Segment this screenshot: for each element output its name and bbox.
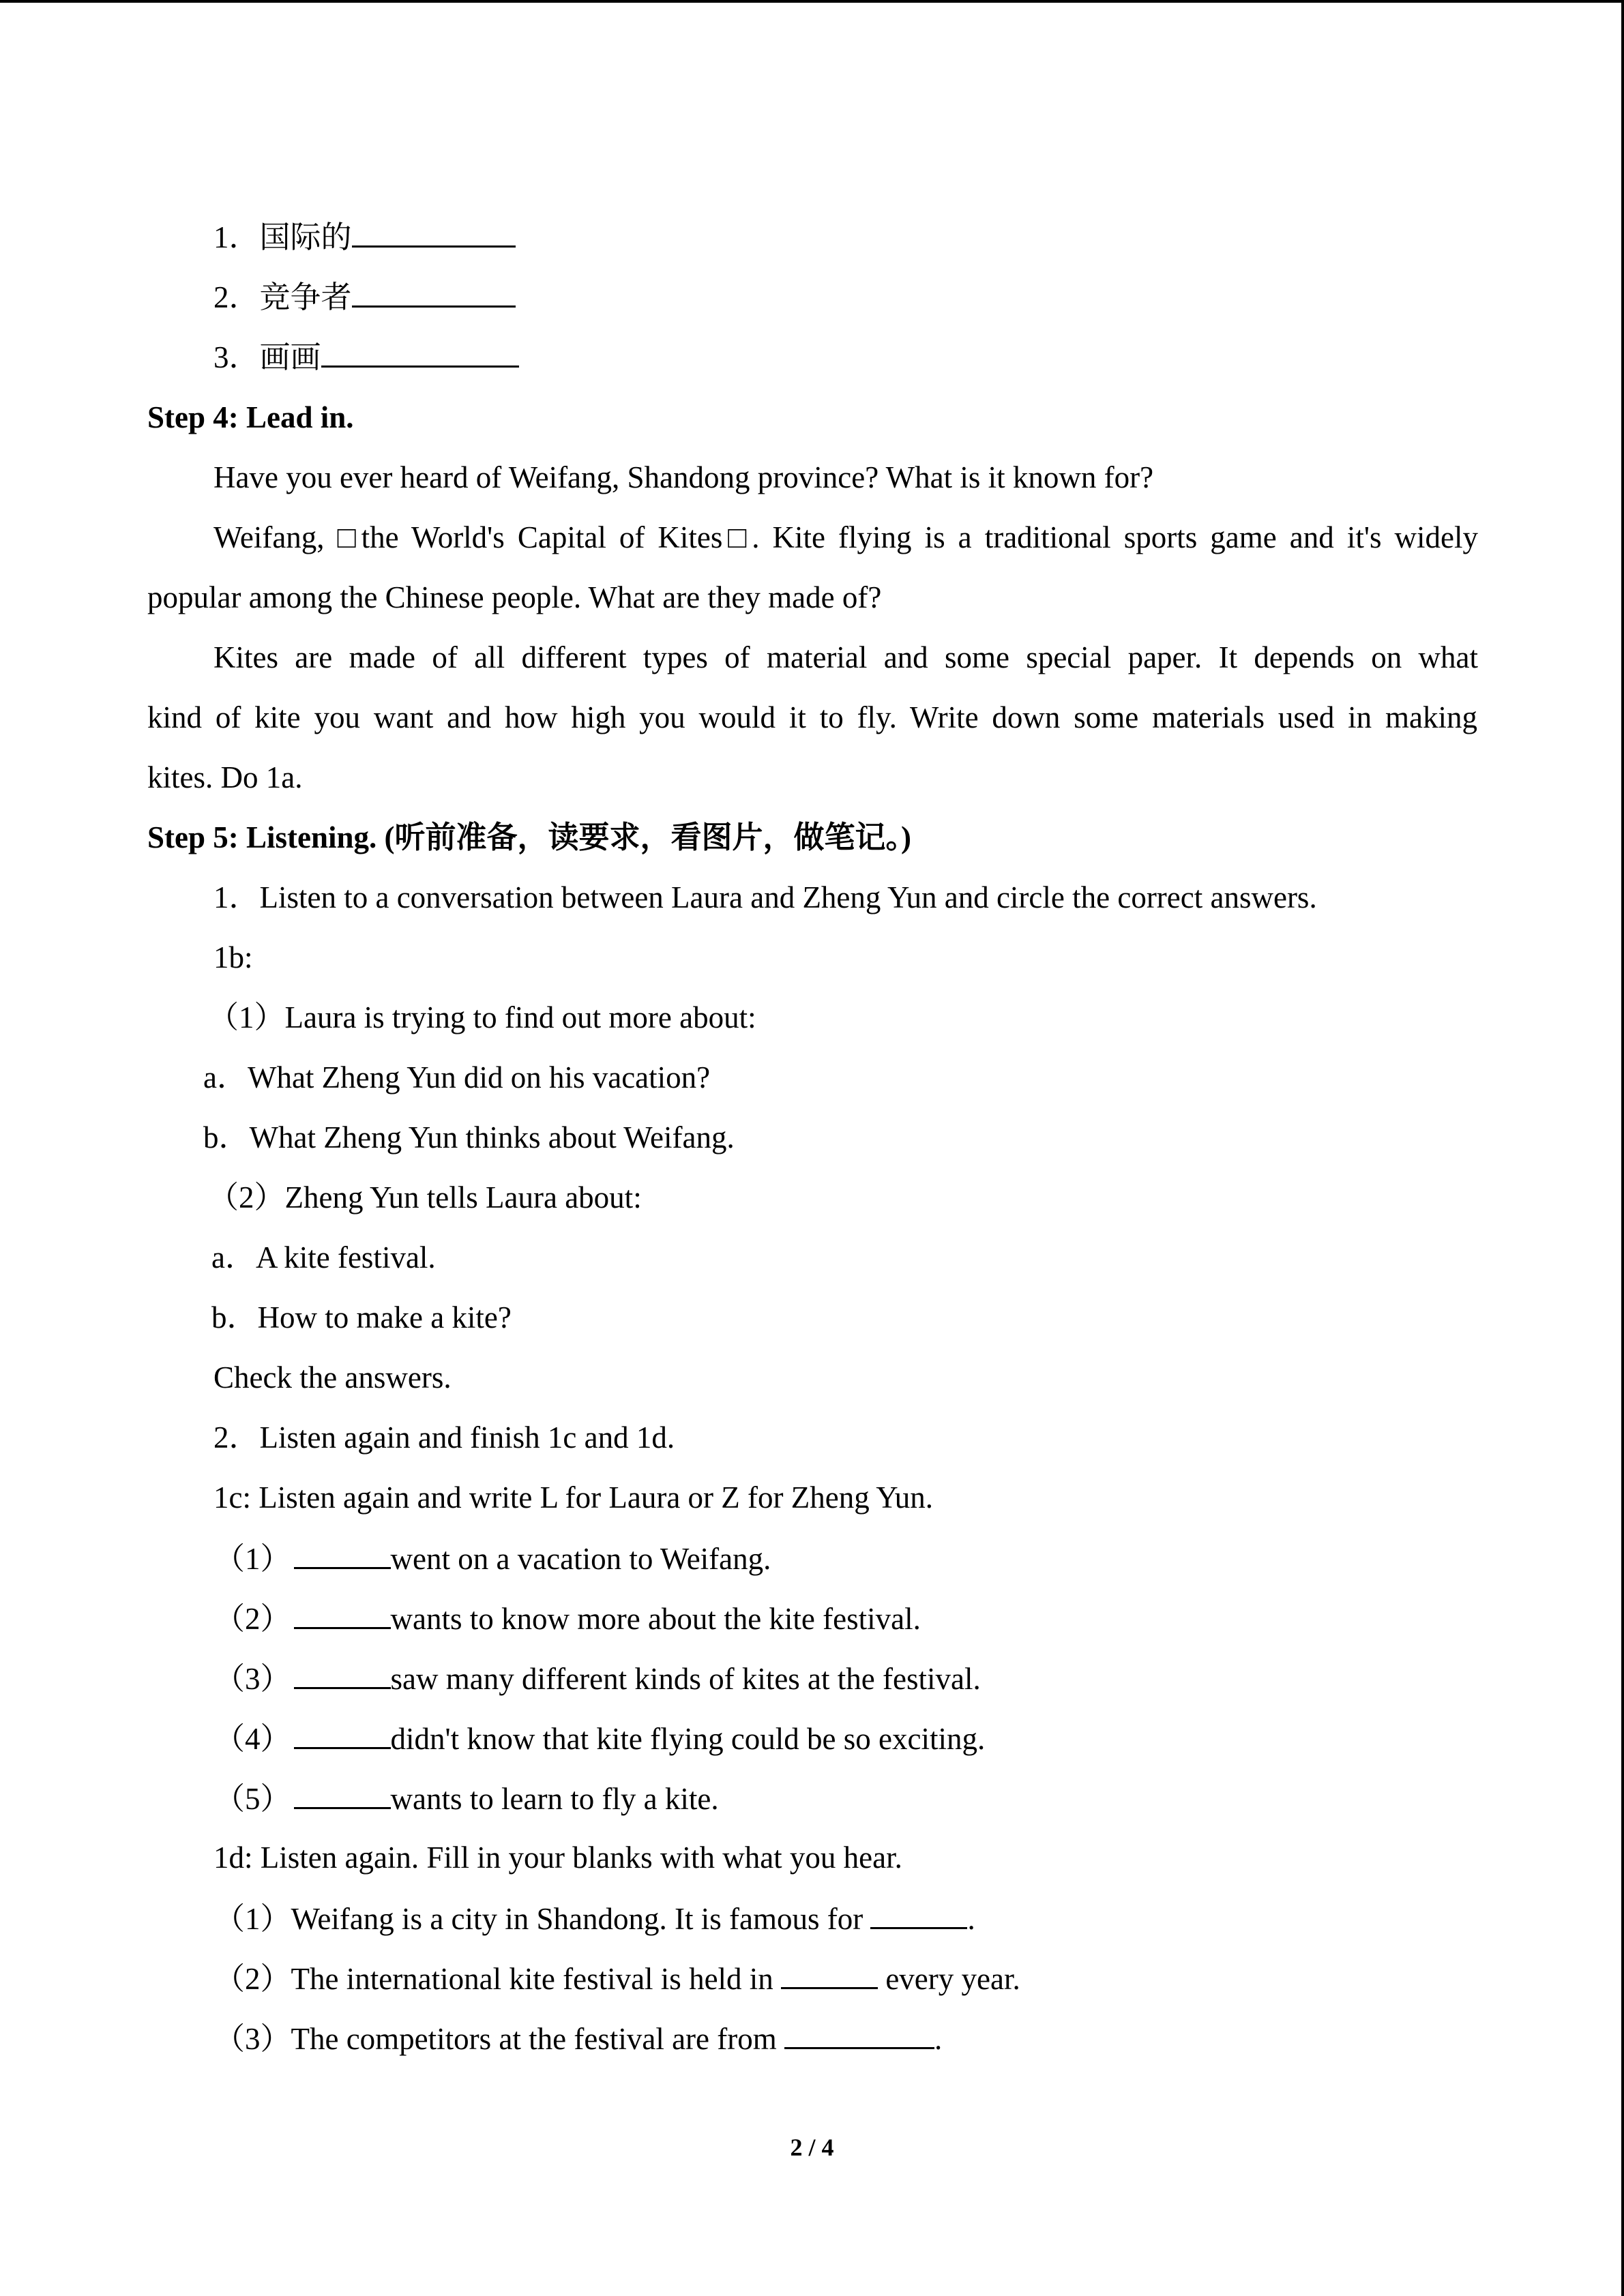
answer-blank[interactable] <box>294 1657 391 1689</box>
answer-blank[interactable] <box>352 215 516 248</box>
item-number: （5） <box>214 1782 291 1816</box>
page-right-border <box>1621 0 1624 2296</box>
vocab-item-2 <box>213 275 516 318</box>
vocab-number: 3． <box>213 340 260 374</box>
item-number: （4） <box>214 1722 291 1756</box>
1c-item-1 <box>214 1537 771 1579</box>
answer-blank[interactable] <box>352 275 516 308</box>
answer-blank[interactable] <box>321 336 519 368</box>
question-1: （1）Laura is trying to find out more about: <box>208 1000 756 1034</box>
1d-item-3 <box>214 2017 942 2059</box>
1c-item-3 <box>214 1657 981 1699</box>
step5-item2: 2．Listen again and finish 1c and 1d. <box>213 1420 675 1455</box>
item-text: saw many different kinds of kites at the festival. <box>390 1662 981 1696</box>
answer-blank[interactable] <box>784 2017 934 2049</box>
item-text: wants to know more about the kite festival. <box>390 1602 921 1636</box>
answer-blank[interactable] <box>294 1717 391 1749</box>
step4-heading: Step 4: Lead in. <box>147 400 354 434</box>
item-text-pre: （3）The competitors at the festival are from <box>214 2022 784 2056</box>
item-text-post: . <box>934 2022 943 2056</box>
label-1c: 1c: Listen again and write L for Laura or Z for Zheng Yun. <box>213 1480 934 1515</box>
item-number: （1） <box>214 1542 291 1576</box>
vocab-item-1 <box>213 215 516 258</box>
step4-paragraph3-line2: kind of kite you want and how high you would it to fly. Write down some materials used in making <box>147 700 1477 734</box>
item-number: （2） <box>214 1602 291 1636</box>
1c-item-2 <box>214 1597 921 1639</box>
question-2: （2）Zheng Yun tells Laura about: <box>208 1180 642 1214</box>
step4-question: Have you ever heard of Weifang, Shandong province? What is it known for? <box>213 460 1154 494</box>
answer-blank[interactable] <box>294 1537 391 1569</box>
vocab-word: 国际的 <box>259 220 352 254</box>
step4-paragraph3-line3: kites. Do 1a. <box>147 760 303 794</box>
answer-blank[interactable] <box>870 1897 967 1929</box>
step5-item1: 1．Listen to a conversation between Laura and Zheng Yun and circle the correct answers. <box>213 880 1317 914</box>
item-text-pre: （1）Weifang is a city in Shandong. It is famous for <box>214 1902 871 1936</box>
item-text-post: . <box>967 1902 975 1936</box>
option-2a[interactable]: a．A kite festival. <box>211 1240 436 1274</box>
answer-blank[interactable] <box>294 1597 391 1629</box>
1d-item-2 <box>214 1957 1020 1999</box>
item-text-pre: （2）The international kite festival is held in <box>214 1962 782 1996</box>
check-answers: Check the answers. <box>213 1360 452 1395</box>
vocab-item-3 <box>213 336 519 378</box>
item-number: （3） <box>214 1662 291 1696</box>
vocab-number: 2． <box>213 280 260 314</box>
page-number: 2 / 4 <box>790 2134 834 2161</box>
label-1d: 1d: Listen again. Fill in your blanks with what you hear. <box>213 1840 902 1875</box>
vocab-word: 竞争者 <box>259 280 352 314</box>
page-top-border <box>0 0 1624 3</box>
label-1b: 1b: <box>213 940 253 974</box>
step4-paragraph2-line2: popular among the Chinese people. What are they made of? <box>147 580 882 614</box>
1c-item-5 <box>214 1777 719 1819</box>
option-1b[interactable]: b．What Zheng Yun thinks about Weifang. <box>203 1120 735 1154</box>
item-text: wants to learn to fly a kite. <box>390 1782 719 1816</box>
answer-blank[interactable] <box>294 1777 391 1809</box>
step5-heading: Step 5: Listening. (听前准备，读要求，看图片，做笔记。) <box>147 820 912 854</box>
item-text-post: every year. <box>878 1962 1020 1996</box>
option-1a[interactable]: a．What Zheng Yun did on his vacation? <box>203 1060 711 1094</box>
item-text: didn't know that kite flying could be so exciting. <box>390 1722 986 1756</box>
step4-paragraph3-line1: Kites are made of all different types of material and some special paper. It depends on what <box>213 640 1478 674</box>
item-text: went on a vacation to Weifang. <box>390 1542 771 1576</box>
1c-item-4 <box>214 1717 985 1759</box>
vocab-word: 画画 <box>259 340 321 374</box>
answer-blank[interactable] <box>781 1957 878 1989</box>
1d-item-1 <box>214 1897 975 1939</box>
option-2b[interactable]: b．How to make a kite? <box>211 1300 512 1335</box>
step4-paragraph2-line1: Weifang, □the World's Capital of Kites□. Kite flying is a traditional sports game and it's widely <box>213 520 1478 554</box>
vocab-number: 1． <box>213 220 260 254</box>
